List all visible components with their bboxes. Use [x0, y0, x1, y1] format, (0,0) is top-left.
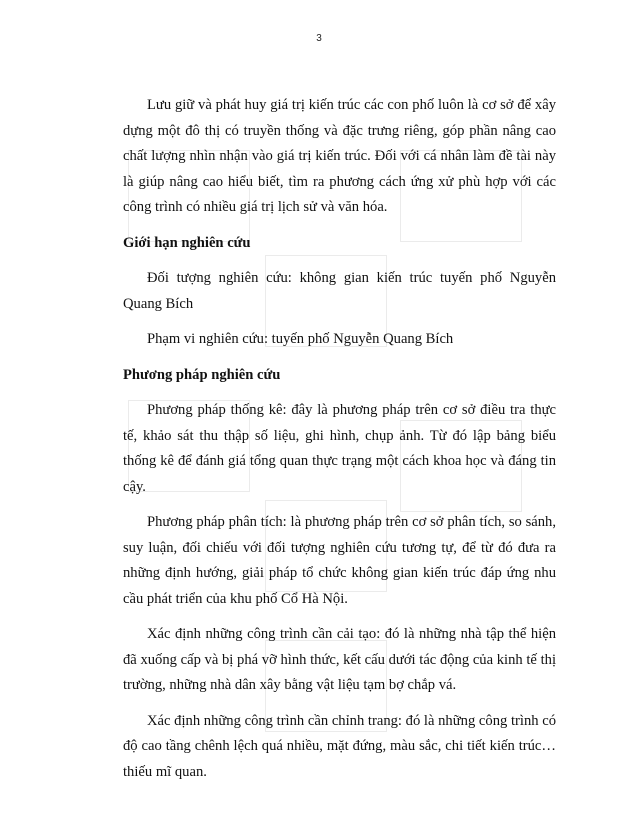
- intro-paragraph: Lưu giữ và phát huy giá trị kiến trúc các con phố luôn là cơ sở để xây dựng một đô thị có truyền thống và đặc trưng riêng, góp phần nâng cao chất lượng nhìn nhận vào giá trị kiến trúc. Đối với cá nhân làm đề tài này là giúp nâng cao hiểu biết, tìm ra phương cách ứng xử phù hợp với các công trình có nhiều giá trị lịch sử và văn hóa.: [123, 97, 556, 215]
- section-heading-method: Phương pháp nghiên cứu: [123, 366, 281, 383]
- scope-object-paragraph: Đối tượng nghiên cứu: không gian kiến trúc tuyến phố Nguyễn Quang Bích: [123, 270, 556, 312]
- scope-range-paragraph: Phạm vi nghiên cứu: tuyến phố Nguyễn Quang Bích: [147, 331, 454, 347]
- method-statistics-paragraph: Phương pháp thống kê: đây là phương pháp trên cơ sở điều tra thực tế, khảo sát thu thập số liệu, ghi hình, chụp ảnh. Từ đó lập bảng biểu thống kê để đánh giá tổng quan thực trạng một cách khoa học và đáng tin cậy.: [123, 402, 556, 495]
- refurbishment-paragraph: Xác định những công trình cần chỉnh trang: đó là những công trình có độ cao tầng chênh lệch quá nhiều, mặt đứng, màu sắc, chi tiết kiến trúc…thiếu mĩ quan.: [123, 712, 556, 780]
- section-heading-scope: Giới hạn nghiên cứu: [123, 234, 251, 251]
- page-number: 3: [316, 33, 322, 44]
- renovation-paragraph: Xác định những công trình cần cải tạo: đó là những nhà tập thể hiện đã xuống cấp và bị phá vỡ hình thức, kết cấu dưới tác động của kinh tế thị trường, những nhà dân xây bằng vật liệu tạm bợ chắp vá.: [123, 626, 556, 693]
- method-analysis-paragraph: Phương pháp phân tích: là phương pháp trên cơ sở phân tích, so sánh, suy luận, đối chiếu với đối tượng nghiên cứu tương tự, để từ đó đưa ra những định hướng, giải pháp tổ chức không gian kiến trúc đáp ứng nhu cầu phát triển của khu phố Cổ Hà Nội.: [123, 514, 556, 607]
- document-body: [123, 93, 556, 785]
